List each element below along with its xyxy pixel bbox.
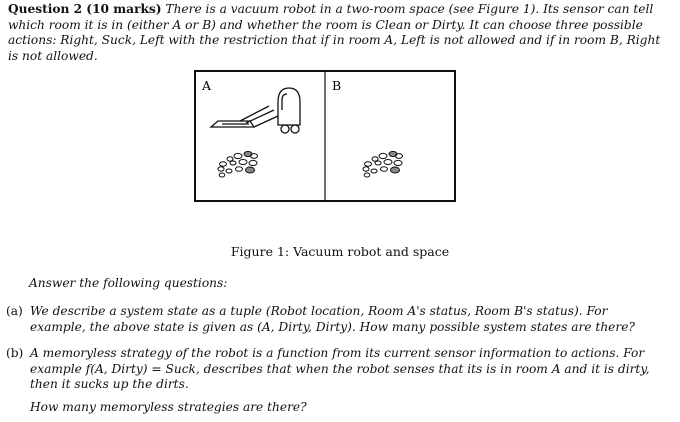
- part-b: [6, 346, 656, 396]
- dirt-room-a-icon: [218, 151, 258, 177]
- part-b-text: A memoryless strategy of the robot is a function from its current sensor information to actions. For example f(A, Dirty) = Suck, describes that when the robot senses that its is in room A and it is dirty, then it sucks up the dirts.: [30, 346, 650, 391]
- part-a-text: We describe a system state as a tuple (Robot location, Room A's status, Room B's status). For example, the above state is given as (A, Dirty, Dirty). How many possible system states are there?: [30, 304, 635, 334]
- room-b-label: B: [332, 78, 342, 93]
- final-question: How many memoryless strategies are there?: [30, 400, 307, 414]
- question-intro: There is a vacuum robot in a two-room space (see Figure 1). Its sensor can tell which room it is in (either A or B) and whether the room is Clean or Dirty. It can choose three possible actions: Right, Suck, Left with the restriction that if in room A, Left is not allowed and if in room B, Right is not allowed.: [8, 2, 661, 63]
- figure-caption: Figure 1: Vacuum robot and space: [230, 244, 450, 259]
- part-a: [6, 304, 656, 336]
- room-a-label: A: [202, 78, 212, 93]
- vacuum-figure: [194, 70, 456, 202]
- part-a-label: (a): [6, 304, 23, 318]
- part-b-label: (b): [6, 346, 24, 360]
- question-header: Question 2 (10 marks): [8, 2, 162, 16]
- answer-prompt: Answer the following questions:: [29, 276, 228, 290]
- question-paragraph: [8, 2, 672, 64]
- dirt-room-b-icon: [363, 151, 403, 177]
- vacuum-robot-icon: [211, 88, 300, 133]
